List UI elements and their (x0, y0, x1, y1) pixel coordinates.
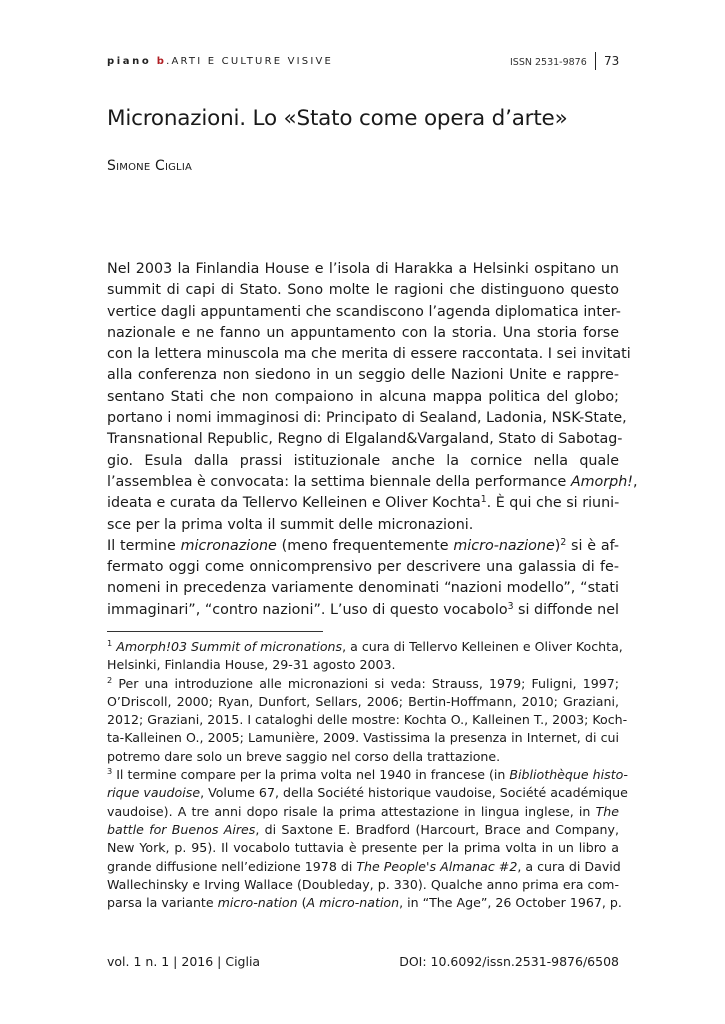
body-line: Il termine micronazione (meno frequentemente micro-nazione)$^2$ si è af- (107, 536, 620, 554)
footnote-line: ta-Kalleinen O., 2005; Lamunière, 2009. Vastissima la presenza in Internet, di cui (107, 730, 619, 746)
body-line: vertice dagli appuntamenti che scandiscono l’agenda diplomatica inter- (107, 303, 621, 320)
issn: ISSN 2531-9876 (510, 57, 587, 68)
body-text (107, 259, 638, 621)
journal-subtitle: .ARTI E CULTURE VISIVE (166, 56, 334, 67)
footnote-line: grande diffusione nell’edizione 1978 di The People's Almanac #2, a cura di David (107, 858, 621, 874)
footnote-line: 2012; Graziani, 2015. I cataloghi delle mostre: Kochta O., Kalleinen T., 2003; Koch- (107, 712, 628, 728)
page-number: 73 (604, 54, 620, 68)
italic-title: Amorph! (570, 473, 634, 490)
footnote-ref[interactable]: 2 (560, 536, 567, 548)
footnote-ref[interactable]: 1 (480, 494, 487, 506)
body-line: con la lettera minuscola ma che merita di essere raccontata. I sei invitati (107, 346, 631, 363)
header-divider (595, 52, 596, 70)
body-line: summit di capi di Stato. Sono molte le ragioni che distinguono questo (107, 282, 619, 299)
footnote-line: $^1$ Amorph!03 Summit of micronations, a cura di Tellervo Kelleinen e Oliver Kochta, (107, 638, 623, 654)
footnote-number: 1 (107, 638, 113, 648)
journal-name (107, 56, 333, 67)
body-line: sce per la prima volta il summit delle micronazioni. (107, 516, 474, 533)
body-line: sentano Stati che non compaiono in alcuna mappa politica del globo; (107, 388, 619, 405)
footnote-line: rique vaudoise, Volume 67, della Société historique vaudoise, Société académique (107, 785, 628, 801)
body-line: Transnational Republic, Regno di Elgaland&Vargaland, Stato di Sabotag- (107, 431, 623, 448)
body-line: nomeni in precedenza variamente denominati “nazioni modello”, “stati (107, 580, 619, 597)
footer-citation: vol. 1 n. 1 | 2016 | Ciglia (107, 954, 261, 969)
body-line: fermato oggi come onnicomprensivo per descrivere una galassia di fe- (107, 559, 619, 576)
body-line: ideata e curata da Tellervo Kelleinen e Oliver Kochta$^1$. È qui che si riuni- (107, 494, 620, 512)
journal-name-piano: piano (107, 56, 152, 67)
footnote-line: vaudoise). A tre anni dopo risale la prima attestazione in lingua inglese, in The (107, 803, 619, 819)
footnote-number: 3 (107, 766, 113, 777)
footnote-line: battle for Buenos Aires, di Saxtone E. Bradford (Harcourt, Brace and Company, (107, 821, 619, 837)
footnote-line: $^2$ Per una introduzione alle micronazioni si veda: Strauss, 1979; Fuligni, 1997; (107, 674, 619, 691)
footnote-separator (107, 631, 323, 632)
running-header (107, 52, 622, 72)
body-line: gio. Esula dalla prassi istituzionale anche la cornice nella quale (107, 452, 619, 469)
article-title: Micronazioni. Lo «Stato come opera d’arte» (107, 106, 568, 131)
footnotes (107, 638, 628, 912)
footnote-line: Wallechinsky e Irving Wallace (Doubleday, p. 330). Qualche anno prima era com- (107, 876, 619, 892)
article-author: Simone Ciglia (107, 158, 193, 174)
footnote-line: $^3$ Il termine compare per la prima volta nel 1940 in francese (in Bibliothèque histo- (107, 766, 628, 783)
footnote-line: Helsinki, Finlandia House, 29-31 agosto 2003. (107, 657, 396, 673)
body-line: alla conferenza non siedono in un seggio delle Nazioni Unite e rappre- (107, 367, 619, 384)
body-line: Nel 2003 la Finlandia House e l’isola di Harakka a Helsinki ospitano un (107, 261, 619, 277)
body-line: l’assemblea è convocata: la settima biennale della performance Amorph!, (107, 473, 638, 490)
body-line: portano i nomi immaginosi di: Principato di Sealand, Ladonia, NSK-State, (107, 410, 627, 427)
footnote-line: potremo dare solo un breve saggio nel corso della trattazione. (107, 748, 501, 764)
journal-name-b: b (156, 56, 167, 67)
body-line: immaginari”, “contro nazioni”. L’uso di questo vocabolo$^3$ si diffonde nel (107, 600, 619, 618)
body-line: nazionale e ne fanno un appuntamento con la storia. Una storia forse (107, 324, 619, 341)
footnote-number: 2 (107, 674, 113, 685)
footnote-line: parsa la variante micro-nation (A micro-nation, in “The Age”, 26 October 1967, p. (107, 895, 622, 911)
footnote-line: O’Driscoll, 2000; Ryan, Dunfort, Sellars, 2006; Bertin-Hoffmann, 2010; Graziani, (107, 693, 619, 709)
footnote-ref[interactable]: 3 (507, 600, 514, 612)
footer-doi[interactable]: DOI: 10.6092/issn.2531-9876/6508 (399, 954, 619, 969)
footnote-line: New York, p. 95). Il vocabolo tuttavia è presente per la prima volta in un libro a (107, 840, 619, 856)
